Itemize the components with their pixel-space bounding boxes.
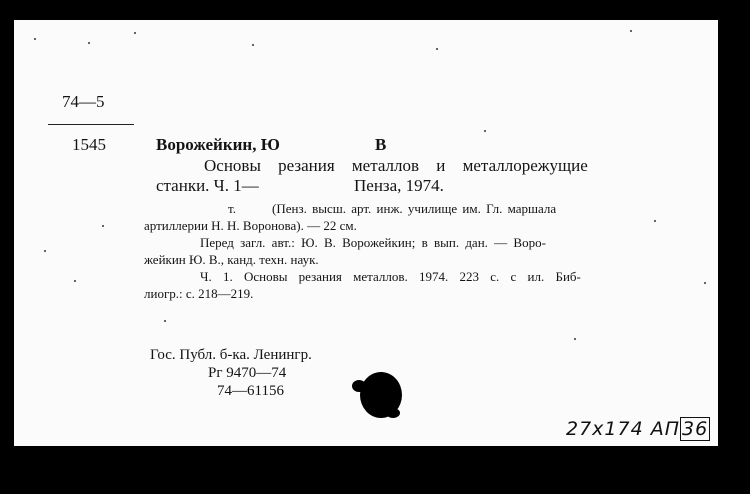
speck bbox=[74, 280, 76, 282]
note-line-2: жейкин Ю. В., канд. техн. наук. bbox=[144, 252, 319, 267]
speck bbox=[630, 30, 632, 32]
handwritten-shelfmark-box: 36 bbox=[682, 418, 709, 440]
handwritten-shelfmark-text: 27x174 АП bbox=[566, 418, 681, 440]
author-initial: В bbox=[375, 135, 387, 154]
speck bbox=[88, 42, 90, 44]
inventory-number: 1545 bbox=[72, 135, 106, 154]
series-line-2: артиллерии Н. Н. Воронова). — 22 см. bbox=[144, 218, 357, 233]
contents-line-1: Ч. 1. Основы резания металлов. 1974. 223 с. с ил. Биб- bbox=[200, 269, 581, 284]
speck bbox=[252, 44, 254, 46]
author-heading: Ворожейкин, Ю bbox=[156, 135, 280, 154]
contents-line-2: лиогр.: с. 218—219. bbox=[144, 286, 254, 301]
speck bbox=[654, 220, 656, 222]
call-number: 74—5 bbox=[62, 92, 105, 111]
ink-blot-tail bbox=[386, 408, 400, 418]
speck bbox=[134, 32, 136, 34]
library-line-1: Гос. Публ. б-ка. Ленингр. bbox=[150, 347, 312, 363]
library-line-2: Рг 9470—74 bbox=[208, 365, 287, 381]
call-number-divider bbox=[48, 124, 134, 125]
note-line-1: Перед загл. авт.: Ю. В. Ворожейкин; в вып. дан. — Воро- bbox=[200, 235, 546, 250]
library-line-3: 74—61156 bbox=[217, 383, 284, 399]
speck bbox=[436, 48, 438, 50]
title-line-2b: Пенза, 1974. bbox=[354, 176, 444, 195]
speck bbox=[574, 338, 576, 340]
series-line-1a: т. bbox=[228, 201, 236, 216]
speck bbox=[102, 225, 104, 227]
catalog-card bbox=[14, 20, 718, 446]
title-line-2a: станки. Ч. 1— bbox=[156, 176, 259, 195]
speck bbox=[704, 282, 706, 284]
ink-blot-small bbox=[352, 380, 366, 392]
speck bbox=[164, 320, 166, 322]
title-line-1: Основы резания металлов и металлорежущие bbox=[204, 156, 588, 175]
handwritten-shelfmark bbox=[566, 418, 710, 440]
speck bbox=[484, 130, 486, 132]
speck bbox=[34, 38, 36, 40]
series-line-1b: (Пенз. высш. арт. инж. училище им. Гл. маршала bbox=[272, 201, 557, 216]
speck bbox=[44, 250, 46, 252]
